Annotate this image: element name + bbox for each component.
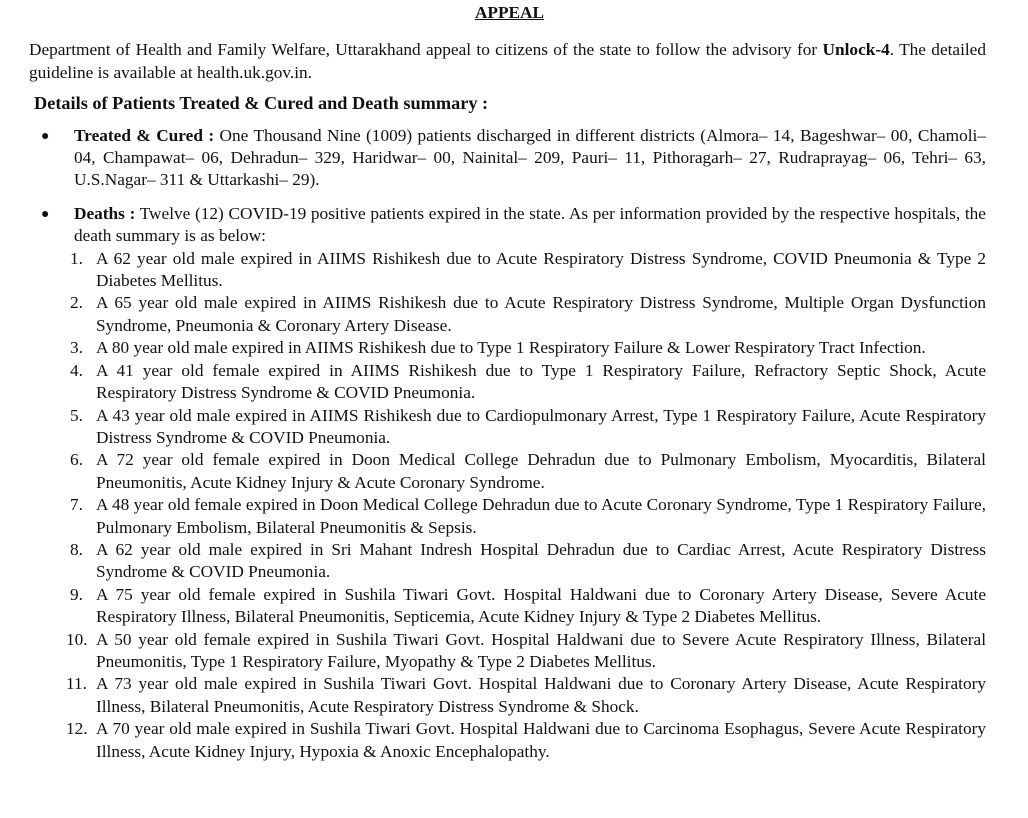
page-title: APPEAL [474,3,545,22]
bullet-icon: ● [41,206,50,222]
bullet-icon: ● [41,128,50,144]
death-item-number: 2. [70,293,83,313]
death-item-number: 10. [66,629,88,649]
death-item-number: 5. [70,405,83,425]
treated-cured-item [29,125,986,192]
death-item-number: 8. [70,539,83,559]
appeal-text-after: . The detailed guideline is available at health.uk.gov.in. [29,40,986,82]
death-item-text: A 70 year old male expired in Sushila Tiwari Govt. Hospital Haldwani due to Carcinoma Esophagus, Severe Acute Respiratory Illness, Acute Kidney Injury, Hypoxia & Anoxic Encephalopathy. [96,719,986,761]
death-item-number: 12. [66,719,88,739]
death-item [66,629,986,674]
death-item-number: 1. [70,248,83,268]
deaths-item [29,203,986,763]
summary-list [29,125,986,763]
death-summary-list [66,248,986,763]
death-item [70,449,986,494]
death-item-number: 3. [70,338,83,358]
death-item-number: 6. [70,450,83,470]
death-item [70,292,986,337]
appeal-unlock-phase: Unlock-4 [822,40,890,60]
death-item-text: A 62 year old male expired in Sri Mahant Indresh Hospital Dehradun due to Cardiac Arrest, Acute Respiratory Distress Syndrome & COVID Pneumonia. [96,539,986,582]
death-item-text: A 75 year old female expired in Sushila Tiwari Govt. Hospital Haldwani due to Coronary Artery Disease, Severe Acute Respiratory Illness, Bilateral Pneumonitis, Septicemia, Acute Kidney Injury & Type 2 Diabetes Mellitus. [96,584,986,627]
death-item-text: A 50 year old female expired in Sushila Tiwari Govt. Hospital Haldwani due to Severe Acute Respiratory Illness, Bilateral Pneumonitis, Type 1 Respiratory Failure, Myopathy & Type 2 Diabetes Mellitus. [96,629,986,671]
death-item-number: 7. [70,495,83,515]
death-item-text: A 41 year old female expired in AIIMS Rishikesh due to Type 1 Respiratory Failure, Refractory Septic Shock, Acute Respiratory Distress Syndrome & COVID Pneumonia. [96,360,986,403]
appeal-text-before: Department of Health and Family Welfare, Uttarakhand appeal to citizens of the state to follow the advisory for [29,40,823,60]
death-item-text: A 43 year old male expired in AIIMS Rishikesh due to Cardiopulmonary Arrest, Type 1 Respiratory Failure, Acute Respiratory Distress Syndrome & COVID Pneumonia. [96,405,986,447]
death-item-number: 11. [66,674,87,694]
death-item [70,248,986,293]
death-item-text: A 80 year old male expired in AIIMS Rishikesh due to Type 1 Respiratory Failure & Lower Respiratory Tract Infection. [96,338,926,358]
section-heading: Details of Patients Treated & Cured and Death summary : [34,93,489,114]
death-item [70,337,986,359]
deaths-text: Twelve (12) COVID-19 positive patients expired in the state. As per information provided by the respective hospitals, the death summary is as below: [74,203,986,246]
death-item [70,405,986,450]
death-item-text: A 48 year old female expired in Doon Medical College Dehradun due to Acute Coronary Syndrome, Type 1 Respiratory Failure, Pulmonary Embolism, Bilateral Pneumonitis & Sepsis. [96,495,986,537]
death-item [70,360,986,405]
death-item [70,539,986,584]
death-item-text: A 65 year old male expired in AIIMS Rishikesh due to Acute Respiratory Distress Syndrome, Multiple Organ Dysfunction Syndrome, Pneumonia & Coronary Artery Disease. [96,293,986,335]
death-item-number: 9. [70,584,83,604]
death-item-text: A 73 year old male expired in Sushila Tiwari Govt. Hospital Haldwani due to Coronary Artery Disease, Acute Respiratory Illness, Bilateral Pneumonitis, Acute Respiratory Distress Syndrome & Shock. [96,674,986,716]
death-item [70,494,986,539]
death-item [66,673,986,718]
deaths-label: Deaths : [74,203,136,223]
death-item-text: A 62 year old male expired in AIIMS Rishikesh due to Acute Respiratory Distress Syndrome, COVID Pneumonia & Type 2 Diabetes Mellitus. [96,248,986,291]
death-item-text: A 72 year old female expired in Doon Medical College Dehradun due to Pulmonary Embolism, Myocarditis, Bilateral Pneumonitis, Acute Kidney Injury & Acute Coronary Syndrome. [96,450,986,492]
death-item [70,584,986,629]
appeal-paragraph [29,39,986,84]
treated-text: One Thousand Nine (1009) patients discharged in different districts (Almora– 14, Bageshwar– 00, Chamoli– 04, Champawat– 06, Dehradun– 329, Haridwar– 00, Nainital– 209, Pauri– 11, Pithoragarh– 27, Rudraprayag– 06, Tehri– 63, U.S.Nagar– 311 & Uttarkashi– 29). [74,125,986,190]
treated-label: Treated & Cured : [74,125,215,145]
death-item-number: 4. [70,360,83,380]
death-item [66,718,986,763]
